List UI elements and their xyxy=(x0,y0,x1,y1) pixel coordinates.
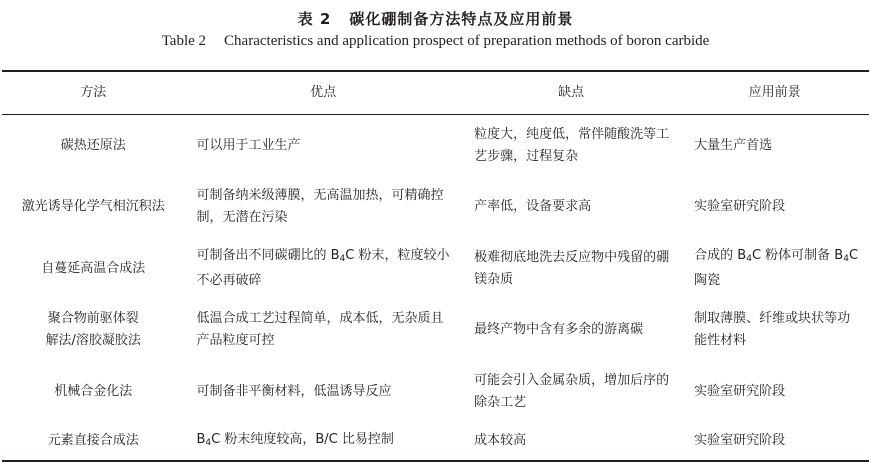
table-title-en: Characteristics and application prospect of preparation methods of boron carbide xyxy=(224,33,710,49)
cons-cell: 成本较高 xyxy=(474,433,527,448)
prospect-cell: 合成的 $B_4C$ 粉体可制备 $B_4C$ 陶瓷 xyxy=(694,248,859,288)
table-number-en: Table 2 xyxy=(161,33,207,49)
method-cell: 碳热还原法 xyxy=(60,137,126,153)
prospect-cell: 大量生产首选 xyxy=(694,137,773,153)
table-title-cn: 碳化硼制备方法特点及应用前景 xyxy=(349,10,574,28)
prospect-cell: 实验室研究阶段 xyxy=(694,199,786,214)
cons-cell: 极难彻底地洗去反应物中残留的硼镁杂质 xyxy=(474,249,670,287)
header-prospect: 应用前景 xyxy=(748,85,801,100)
pros-cell: 可制备出不同碳硼比的 $B_4C$ 粉末，粒度较小不必再破碎 xyxy=(196,248,450,288)
cons-cell: 最终产物中含有多余的游离碳 xyxy=(474,322,644,337)
table-row xyxy=(2,238,869,299)
header-cons: 缺点 xyxy=(558,85,585,100)
header-pros: 优点 xyxy=(310,85,337,100)
prospect-cell: 实验室研究阶段 xyxy=(694,433,786,448)
table-row xyxy=(2,176,869,238)
methods-table xyxy=(2,70,869,462)
method-cell: 元素直接合成法 xyxy=(47,433,139,448)
prospect-cell: 实验室研究阶段 xyxy=(694,383,786,399)
table-caption-en xyxy=(0,33,871,50)
cons-cell: 粒度大，纯度低，常伴随酸洗等工艺步骤，过程复杂 xyxy=(474,126,670,164)
table-row xyxy=(2,361,869,422)
table-row xyxy=(2,115,869,177)
cons-cell: 产率低，设备要求高 xyxy=(474,199,592,214)
method-cell: 自蔓延高温合成法 xyxy=(41,260,146,276)
pros-cell: 可制备非平衡材料，低温诱导反应 xyxy=(196,383,392,399)
pros-cell: $B_4C$ 粉末纯度较高，B/C 比易控制 xyxy=(196,431,394,448)
method-cell: 聚合物前驱体裂 解法/溶胶凝胶法 xyxy=(45,311,141,348)
method-cell: 机械合金化法 xyxy=(54,383,133,399)
table-row xyxy=(2,422,869,461)
table-header-row xyxy=(2,71,869,115)
method-cell: 激光诱导化学气相沉积法 xyxy=(21,199,165,214)
table-number-cn: 表 2 xyxy=(297,10,332,28)
table-caption-cn xyxy=(0,8,871,29)
pros-cell: 低温合成工艺过程简单，成本低，无杂质且产品粒度可控 xyxy=(196,311,444,348)
pros-cell: 可制备纳米级薄膜，无高温加热，可精确控制，无潜在污染 xyxy=(196,188,444,225)
cons-cell: 可能会引入金属杂质，增加后序的除杂工艺 xyxy=(474,372,670,410)
table-row xyxy=(2,299,869,361)
prospect-cell: 制取薄膜、纤维或块状等功能性材料 xyxy=(694,311,851,348)
header-method: 方法 xyxy=(80,85,107,100)
pros-cell: 可以用于工业生产 xyxy=(196,137,301,153)
